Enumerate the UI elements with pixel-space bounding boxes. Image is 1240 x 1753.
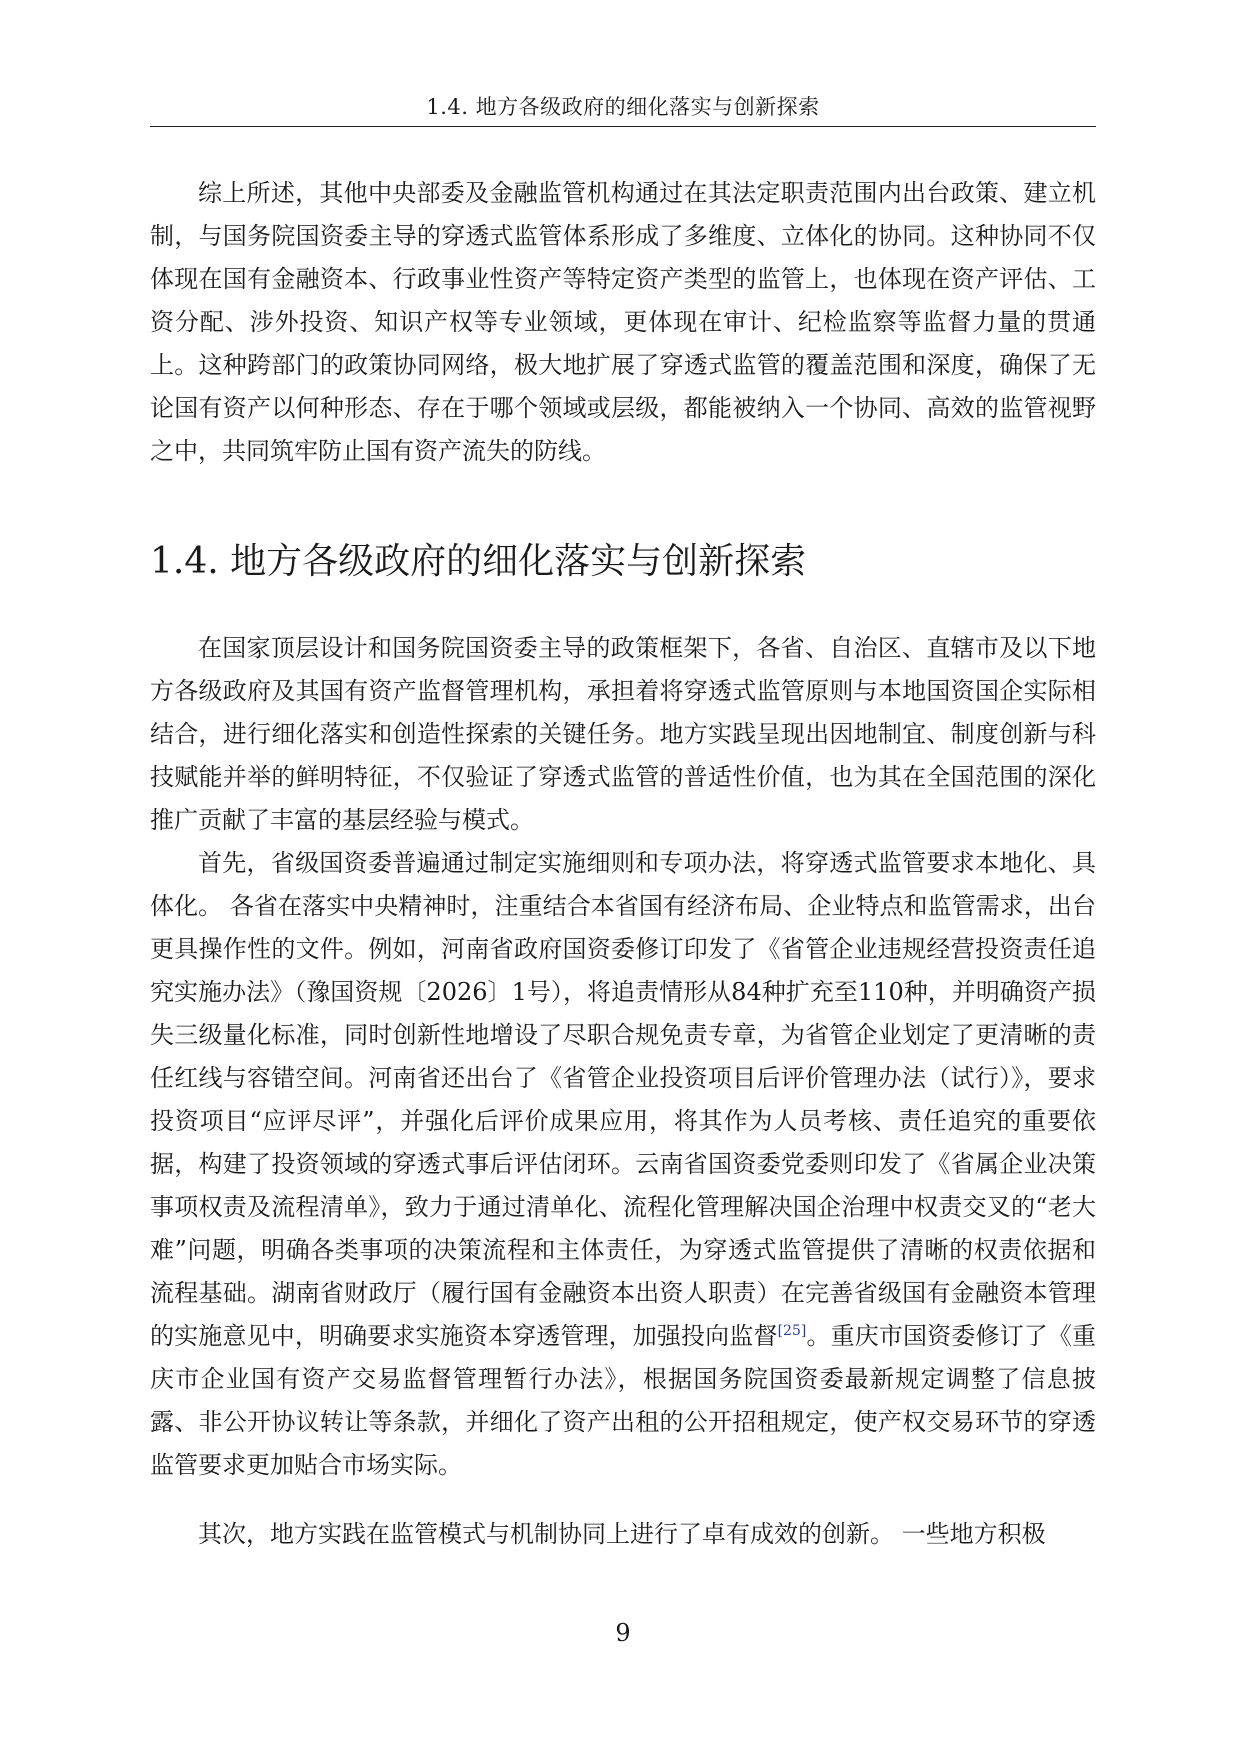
section-heading: 1.4. 地方各级政府的细化落实与创新探索 xyxy=(150,541,807,582)
body-paragraph-intro: 在国家顶层设计和国务院国资委主导的政策框架下，各省、自治区、直辖市及以下地方各级政府及其国有资产监督管理机构，承担着将穿透式监管原则与本地国资国企实际相结合，进行细化落实和创造性探索的关键任务。地方实践呈现出因地制宜、制度创新与科技赋能并举的鲜明特征，不仅验证了穿透式监管的普适性价值，也为其在全国范围的深化推广贡献了丰富的基层经验与模式。 xyxy=(150,634,1096,834)
citation-link[interactable]: [25] xyxy=(777,1323,807,1339)
body-paragraph-summary: 综上所述，其他中央部委及金融监管机构通过在其法定职责范围内出台政策、建立机制，与国务院国资委主导的穿透式监管体系形成了多维度、立体化的协同。这种协同不仅体现在国有金融资本、行政事业性资产等特定资产类型的监管上，也体现在资产评估、工资分配、涉外投资、知识产权等专业领域，更体现在审计、纪检监察等监督力量的贯通上。这种跨部门的政策协同网络，极大地扩展了穿透式监管的覆盖范围和深度，确保了无论国有资产以何种形态、存在于哪个领域或层级，都能被纳入一个协同、高效的监管视野之中，共同筑牢防止国有资产流失的防线。 xyxy=(150,179,1096,465)
running-header: 1.4. 地方各级政府的细化落实与创新探索 xyxy=(426,95,820,119)
header-rule xyxy=(150,126,1096,127)
body-paragraph-innovation: 其次，地方实践在监管模式与机制协同上进行了卓有成效的创新。 一些地方积极 xyxy=(198,1520,1046,1548)
paragraph-text-part-b: 。重庆市国资委修订了《重庆市企业国有资产交易监督管理暂行办法》，根据国务院国资委最新规定调整了信息披露、非公开协议转让等条款，并细化了资产出租的公开招租规定，使产权交易环节的穿透监管要求更加贴合市场实际。 xyxy=(150,1322,1097,1479)
page-number: 9 xyxy=(615,1619,631,1647)
paragraph-text-part-a: 首先，省级国资委普遍通过制定实施细则和专项办法，将穿透式监管要求本地化、具体化。 各省在落实中央精神时，注重结合本省国有经济布局、企业特点和监管需求，出台更具操作性的文件。例如，河南省政府国资委修订印发了《省管企业违规经营投资责任追究实施办法》（豫国资规〔2026〕1号），将追责情形从84种扩充至110种，并明确资产损失三级量化标准，同时创新性地增设了尽职合规免责专章，为省管企业划定了更清晰的责任红线与容错空间。河南省还出台了《省管企业投资项目后评价管理办法（试行）》，要求投资项目“应评尽评”，并强化后评价成果应用，将其作为人员考核、责任追究的重要依据，构建了投资领域的穿透式事后评估闭环。云南省国资委党委则印发了《省属企业决策事项权责及流程清单》，致力于通过清单化、流程化管理解决国企治理中权责交叉的“老大难”问题，明确各类事项的决策流程和主体责任，为穿透式监管提供了清晰的权责依据和流程基础。湖南省财政厅（履行国有金融资本出资人职责）在完善省级国有金融资本管理的实施意见中，明确要求实施资本穿透管理，加强投向监督 xyxy=(150,849,1096,1350)
body-paragraph-provincial-rules xyxy=(150,842,1096,1487)
